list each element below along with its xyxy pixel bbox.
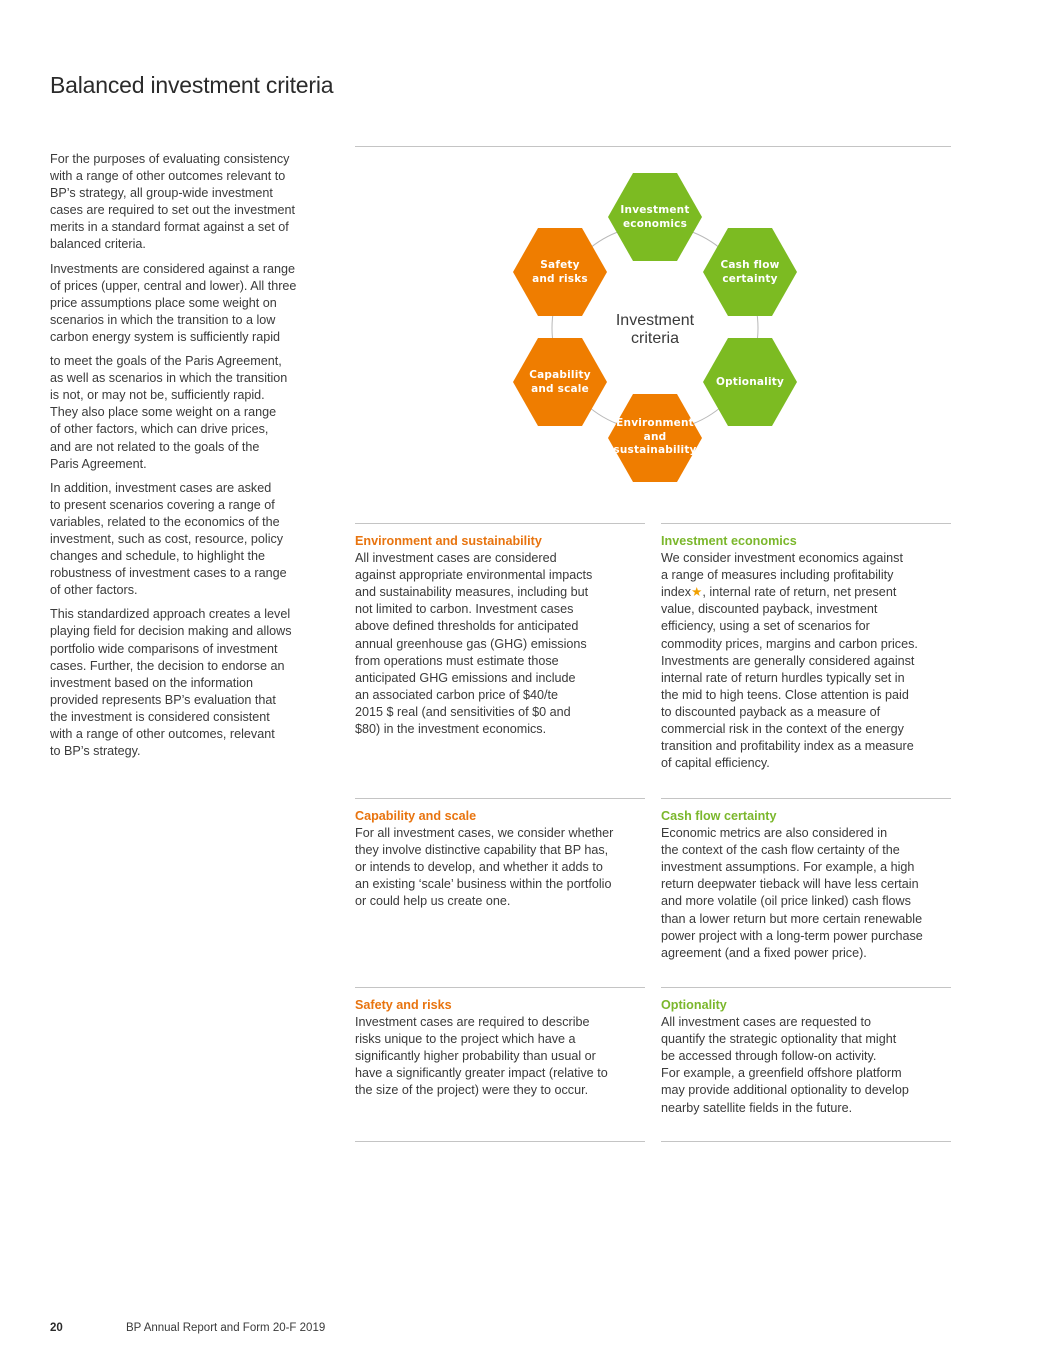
divider	[661, 987, 951, 988]
report-title: BP Annual Report and Form 20-F 2019	[126, 1322, 326, 1334]
criteria-heading: Capability and scale	[355, 809, 477, 823]
divider	[355, 798, 645, 799]
divider	[661, 1141, 951, 1142]
criteria-body-part: , internal rate of return, net present value, discounted payback, investment efficiency, using a set of scenarios for commodity prices, margins and carbon prices. Investments are generally considered against internal rate of return hurdles typically set in the mid to high teens. Close attention is paid to discounted payback as a measure of commercial risk in the context of the energy transition and profitability index as a measure of capital efficiency.	[661, 585, 918, 771]
criteria-heading: Safety and risks	[355, 998, 452, 1012]
diagram-center-label: Investment criteria	[615, 312, 695, 347]
hex-label-cash-flow-certainty: Cash flow certainty	[720, 259, 780, 285]
criteria-heading: Investment economics	[661, 534, 797, 548]
intro-paragraph: For the purposes of evaluating consistency with a range of other outcomes relevant to BP’s strategy, all group-wide investment cases are required to set out the investment merits in a standard format against a set of balanced criteria.	[50, 152, 296, 252]
intro-text-column	[50, 151, 325, 767]
criteria-body-part: We consider investment economics against a range of measures including profitability index	[661, 551, 903, 600]
divider	[355, 146, 951, 147]
investment-criteria-diagram	[500, 168, 810, 488]
divider	[355, 523, 645, 524]
hex-label-safety-risks: Safety and risks	[532, 259, 588, 285]
criteria-body: Investment cases are required to describe risks unique to the project which have a significantly higher probability than usual or have a significantly greater impact (relative to the size of the project) were they to occur.	[355, 1015, 608, 1098]
hex-label-environment-sustainability: Environment and sustainability	[613, 417, 697, 456]
criteria-investment-economics	[661, 533, 951, 772]
hex-label-investment-economics: Investment economics	[620, 204, 690, 230]
criteria-environment	[355, 533, 645, 738]
criteria-cash-flow	[661, 808, 951, 962]
divider	[661, 523, 951, 524]
intro-paragraph: to meet the goals of the Paris Agreement, as well as scenarios in which the transition is not, or may not be, sufficiently rapid. They also place some weight on a range of other factors, which can drive prices, and are not related to the goals of the Paris Agreement.	[50, 354, 288, 471]
hex-label-optionality: Optionality	[715, 376, 785, 388]
intro-paragraph: Investments are considered against a range of prices (upper, central and lower). All three price assumptions place some weight on scenarios in which the transition to a low carbon energy system is sufficiently rapid	[50, 261, 297, 344]
star-icon: ★	[691, 585, 703, 600]
divider	[355, 1141, 645, 1142]
page-number: 20	[50, 1322, 63, 1334]
criteria-body: All investment cases are requested to quantify the strategic optionality that might be accessed through follow-on activity. For example, a greenfield offshore platform may provide additional optionality to develop nearby satellite fields in the future.	[661, 1015, 909, 1115]
criteria-heading: Optionality	[661, 998, 727, 1012]
criteria-safety	[355, 997, 645, 1100]
criteria-body: Economic metrics are also considered in the context of the cash flow certainty of the investment assumptions. For example, a high return deepwater tieback will have less certain and more volatile (oil price linked) cash flows than a lower return but more certain renewable power project with a long-term power purchase agreement (and a fixed power price).	[661, 826, 923, 960]
criteria-body	[661, 550, 951, 772]
hex-label-capability-scale: Capability and scale	[529, 369, 591, 395]
criteria-heading: Environment and sustainability	[355, 534, 542, 548]
criteria-body: All investment cases are considered against appropriate environmental impacts and sustainability measures, including but not limited to carbon. Investment cases above defined thresholds for anticipated annual greenhouse gas (GHG) emissions from operations must estimate those anticipated GHG emissions and include an associated carbon price of $40/te 2015 $ real (and sensitivities of $0 and $80) in the investment economics.	[355, 551, 593, 737]
criteria-capability	[355, 808, 645, 911]
divider	[661, 798, 951, 799]
intro-paragraph: This standardized approach creates a level playing field for decision making and allows portfolio wide comparisons of investment cases. Further, the decision to endorse an investment based on the information provided represents BP’s evaluation that the investment is considered consistent with a range of other outcomes, relevant to BP’s strategy.	[50, 607, 292, 759]
criteria-optionality	[661, 997, 951, 1117]
intro-paragraph: In addition, investment cases are asked to present scenarios covering a range of variables, related to the economics of the investment, such as cost, resource, policy changes and schedule, to highlight the robustness of investment cases to a range of other factors.	[50, 480, 287, 598]
divider	[355, 987, 645, 988]
page-title: Balanced investment criteria	[50, 72, 334, 98]
criteria-body: For all investment cases, we consider whether they involve distinctive capability that BP has, or intends to develop, and whether it adds to an existing ‘scale’ business within the portfolio or could help us create one.	[355, 826, 614, 909]
criteria-heading: Cash flow certainty	[661, 809, 777, 823]
